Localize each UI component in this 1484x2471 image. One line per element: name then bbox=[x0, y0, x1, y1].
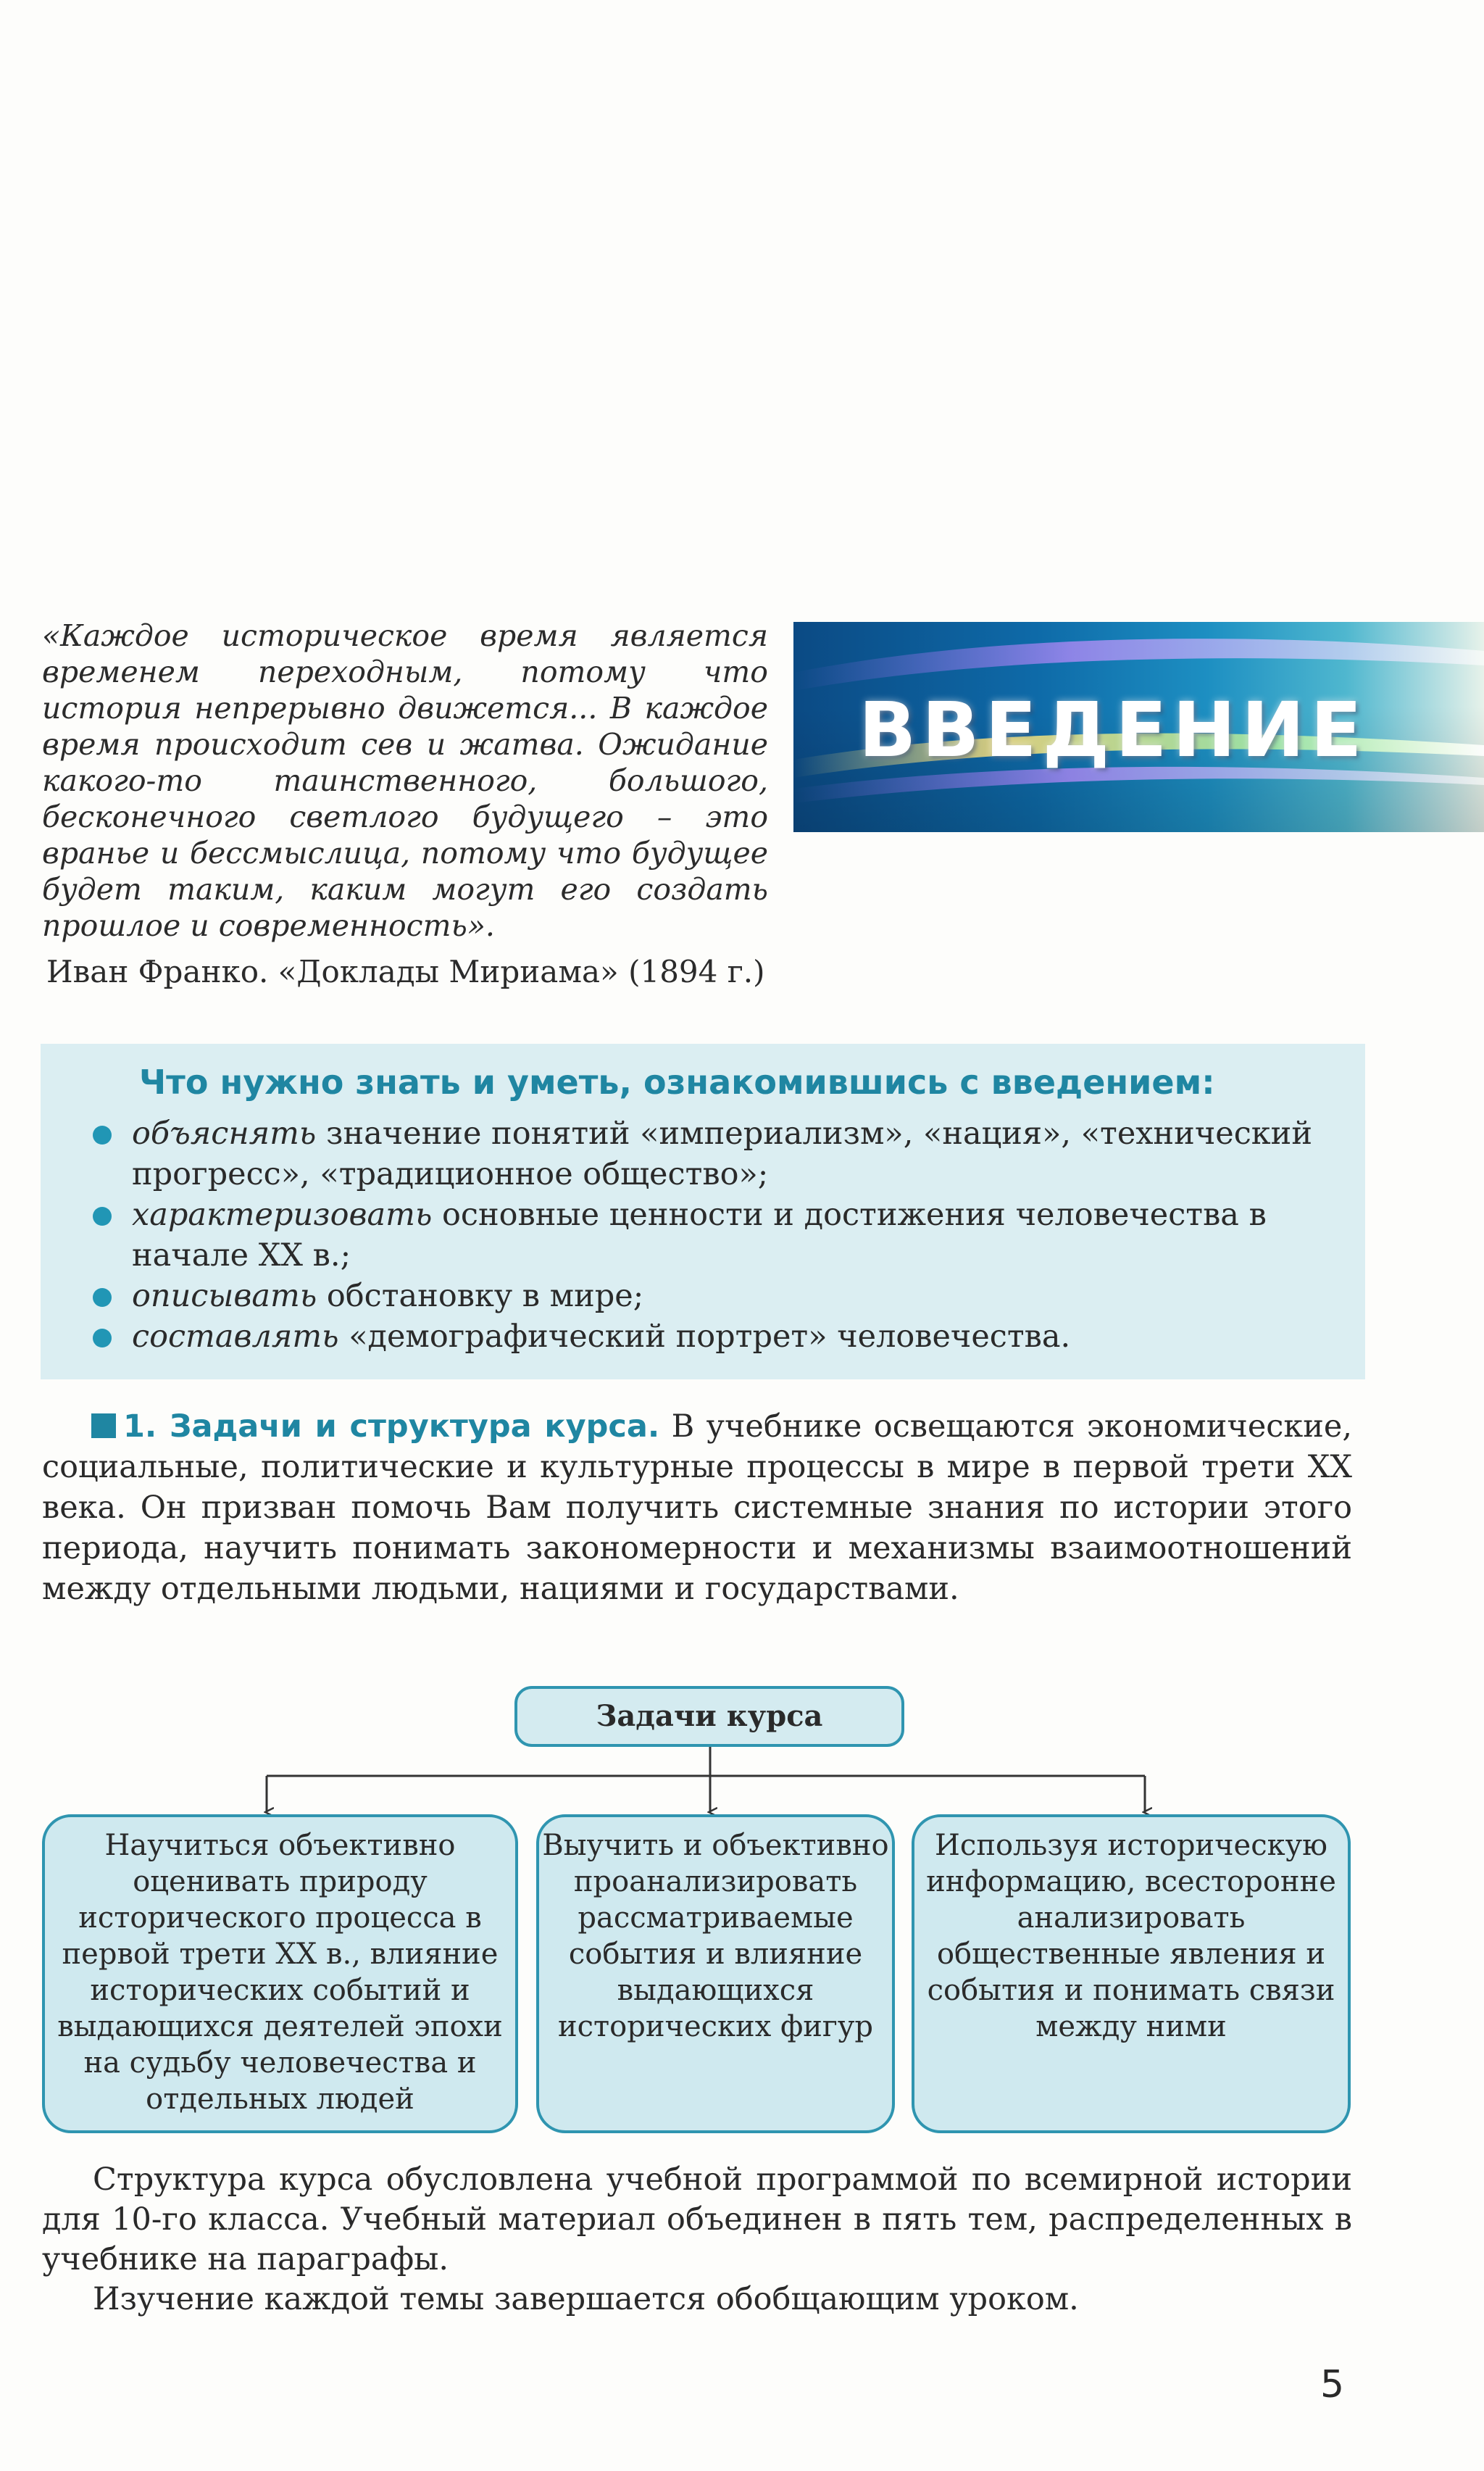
epigraph bbox=[42, 618, 768, 990]
objective-verb: составлять bbox=[132, 1318, 339, 1355]
objectives-box bbox=[41, 1044, 1365, 1379]
objective-item bbox=[41, 1276, 1327, 1316]
section-1-heading: 1. Задачи и структура курса. bbox=[123, 1408, 660, 1445]
chapter-banner bbox=[793, 622, 1484, 832]
epigraph-quote: «Каждое историческое время является временем переходным, потому что история непрерывно движется... В каждое время происходит сев и жатва. Ожидание какого-то таинственного, большого, бесконечного светлого будущего – это вранье и бессмыслица, потому что будущее будет таким, каким могут его создать прошлое и современность». bbox=[42, 618, 768, 943]
objective-item bbox=[41, 1195, 1327, 1276]
objectives-title: Что нужно знать и уметь, ознакомившись с введением: bbox=[139, 1063, 1215, 1102]
objective-item bbox=[41, 1113, 1327, 1195]
objective-verb: объяснять bbox=[132, 1116, 317, 1152]
objectives-list bbox=[41, 1113, 1365, 1357]
objective-text: «демографический портрет» человечества. bbox=[338, 1318, 1071, 1355]
closing-text bbox=[42, 2160, 1352, 2320]
objective-verb: характеризовать bbox=[132, 1197, 433, 1233]
diagram-goal-box: Научиться объективно оценивать природу исторического процесса в первой трети XX в., влияние исторических событий и выдающихся деятелей эпохи на судьбу человечества и отдельных людей bbox=[42, 1814, 518, 2133]
course-goals-diagram bbox=[0, 1674, 1484, 2138]
objective-text: значение понятий «империализм», «нация», «технический прогресс», «традиционное общество»; bbox=[132, 1116, 1312, 1192]
closing-paragraph: Структура курса обусловлена учебной программой по всемирной истории для 10-го класса. Учебный материал объединен в пять тем, распределенных в учебнике на параграфы. bbox=[42, 2161, 1352, 2277]
section-1-paragraph bbox=[42, 1406, 1352, 1609]
page-number: 5 bbox=[1320, 2363, 1345, 2406]
epigraph-source: Иван Франко. «Доклады Мириама» (1894 г.) bbox=[46, 954, 765, 989]
chapter-title: ВВЕДЕНИЕ bbox=[859, 686, 1368, 774]
objective-verb: описывать bbox=[132, 1278, 317, 1314]
diagram-root-node: Задачи курса bbox=[514, 1686, 904, 1747]
diagram-goal-box: Используя историческую информацию, всесторонне анализировать общественные явления и события и понимать связи между ними bbox=[912, 1814, 1351, 2133]
section-marker-icon bbox=[91, 1413, 116, 1438]
objective-item bbox=[41, 1316, 1327, 1357]
diagram-goal-box: Выучить и объективно проанализировать рассматриваемые события и влияние выдающихся исторических фигур bbox=[536, 1814, 895, 2133]
objective-text: основные ценности и достижения человечества в начале XX в.; bbox=[132, 1197, 1267, 1274]
closing-paragraph: Изучение каждой темы завершается обобщающим уроком. bbox=[93, 2281, 1079, 2317]
objective-text: обстановку в мире; bbox=[317, 1278, 644, 1314]
section-1-body: В учебнике освещаются экономические, социальные, политические и культурные процессы в мире в первой трети XX века. Он призван помочь Вам получить системные знания по истории этого периода, научить понимать закономерности и механизмы взаимоотношений между отдельными людьми, нациями и государствами. bbox=[42, 1408, 1353, 1607]
